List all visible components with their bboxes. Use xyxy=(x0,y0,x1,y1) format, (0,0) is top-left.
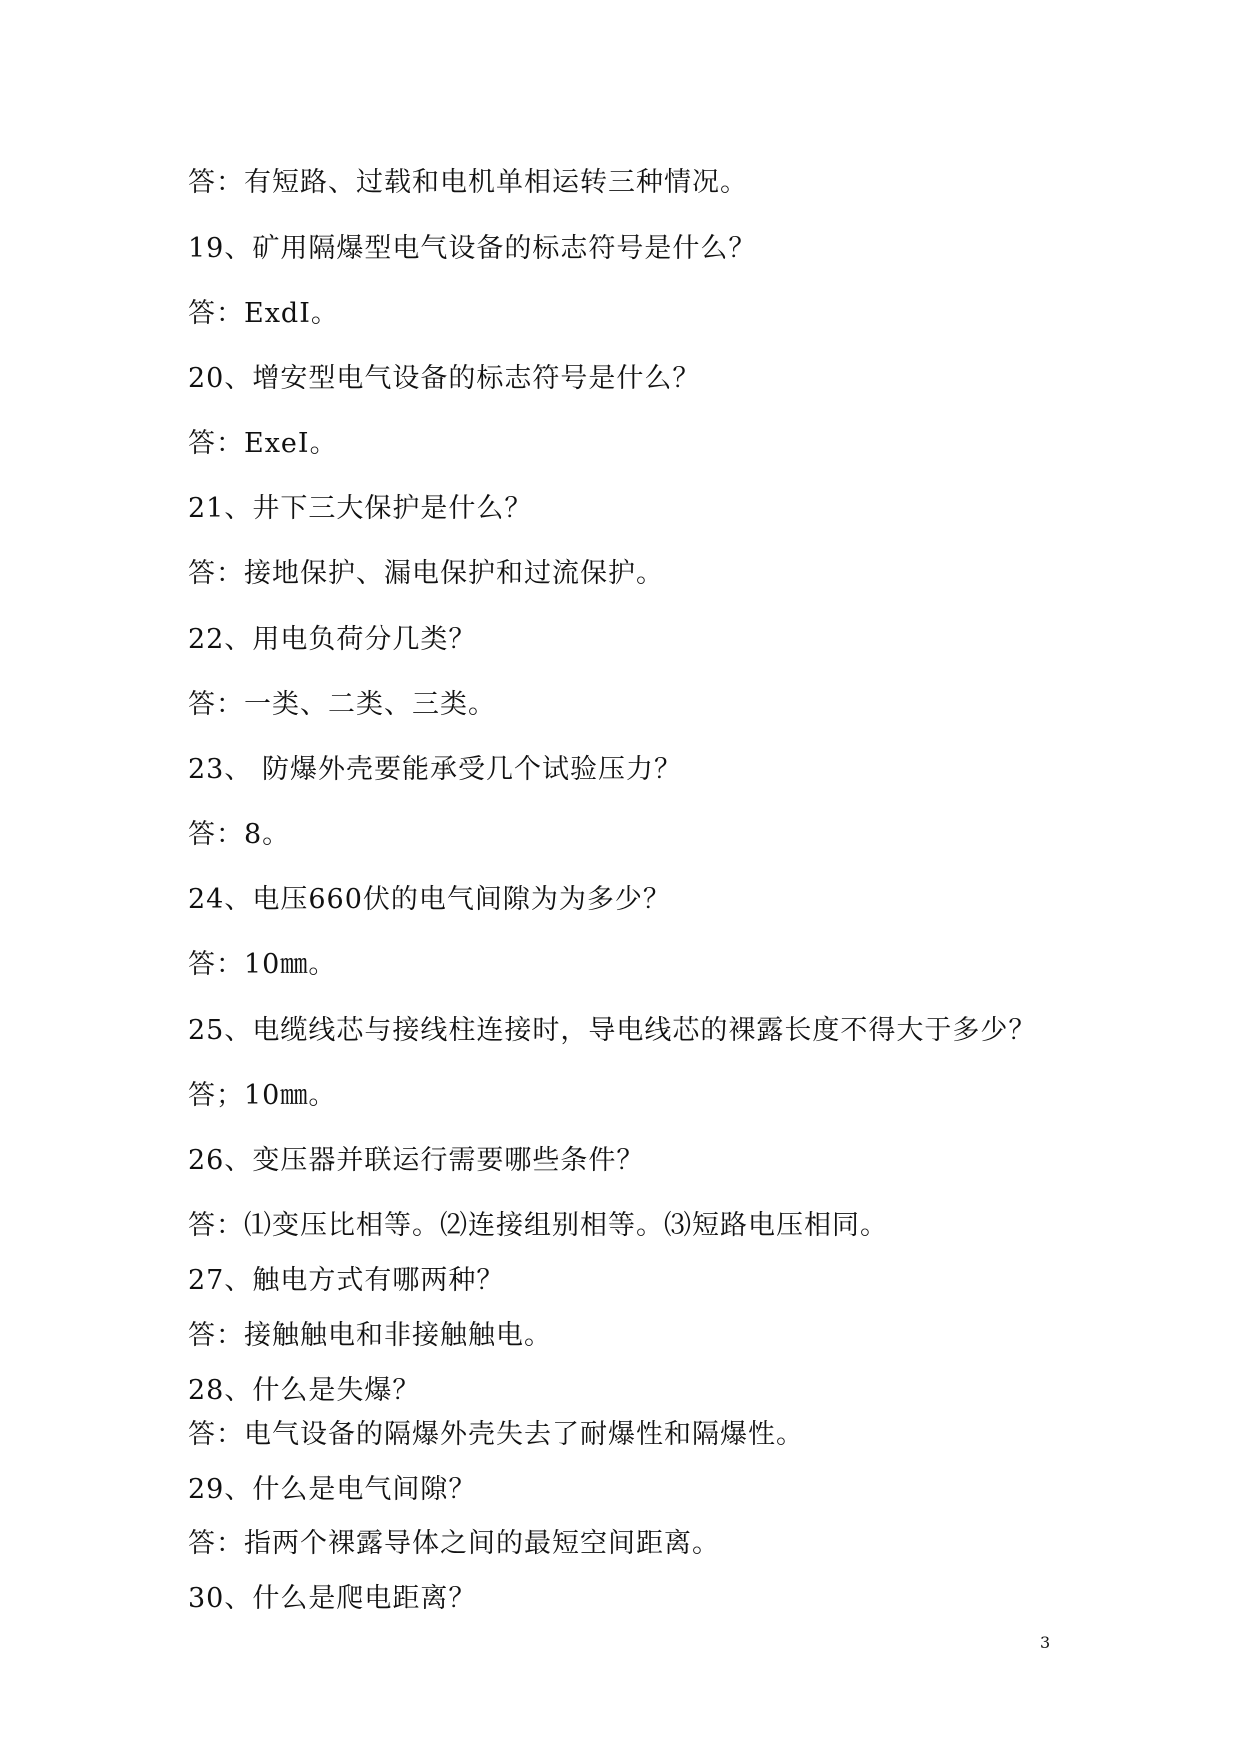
question-line: 28、什么是失爆？ xyxy=(188,1375,421,1406)
question-line: 21、井下三大保护是什么？ xyxy=(188,493,533,524)
answer-line: 答：8。 xyxy=(188,819,291,850)
question-line: 30、什么是爬电距离？ xyxy=(188,1583,477,1614)
answer-line: 答；10㎜。 xyxy=(188,1080,337,1111)
question-line: 27、触电方式有哪两种？ xyxy=(188,1265,505,1296)
answer-line: 答：有短路、过载和电机单相运转三种情况。 xyxy=(188,167,748,198)
question-line: 29、什么是电气间隙？ xyxy=(188,1474,477,1505)
answer-line: 答：10㎜。 xyxy=(188,949,337,980)
answer-line: 答：一类、二类、三类。 xyxy=(188,689,496,720)
page-number: 3 xyxy=(1040,1633,1051,1652)
answer-line: 答：接触触电和非接触触电。 xyxy=(188,1320,552,1351)
question-line: 26、变压器并联运行需要哪些条件？ xyxy=(188,1145,645,1176)
question-line: 24、电压660伏的电气间隙为为多少？ xyxy=(188,884,671,915)
answer-line: 答：电气设备的隔爆外壳失去了耐爆性和隔爆性。 xyxy=(188,1419,804,1450)
question-line: 23、 防爆外壳要能承受几个试验压力？ xyxy=(188,754,682,785)
answer-line: 答：ExeI。 xyxy=(188,428,338,459)
answer-line: 答：接地保护、漏电保护和过流保护。 xyxy=(188,558,664,589)
answer-line: 答：指两个裸露导体之间的最短空间距离。 xyxy=(188,1528,720,1559)
answer-line: 答：ExdI。 xyxy=(188,298,339,329)
question-line: 22、用电负荷分几类？ xyxy=(188,624,477,655)
question-line: 25、电缆线芯与接线柱连接时，导电线芯的裸露长度不得大于多少？ xyxy=(188,1015,1037,1046)
answer-line: 答：⑴变压比相等。⑵连接组别相等。⑶短路电压相同。 xyxy=(188,1210,888,1241)
question-line: 19、矿用隔爆型电气设备的标志符号是什么？ xyxy=(188,233,757,264)
question-line: 20、增安型电气设备的标志符号是什么？ xyxy=(188,363,701,394)
